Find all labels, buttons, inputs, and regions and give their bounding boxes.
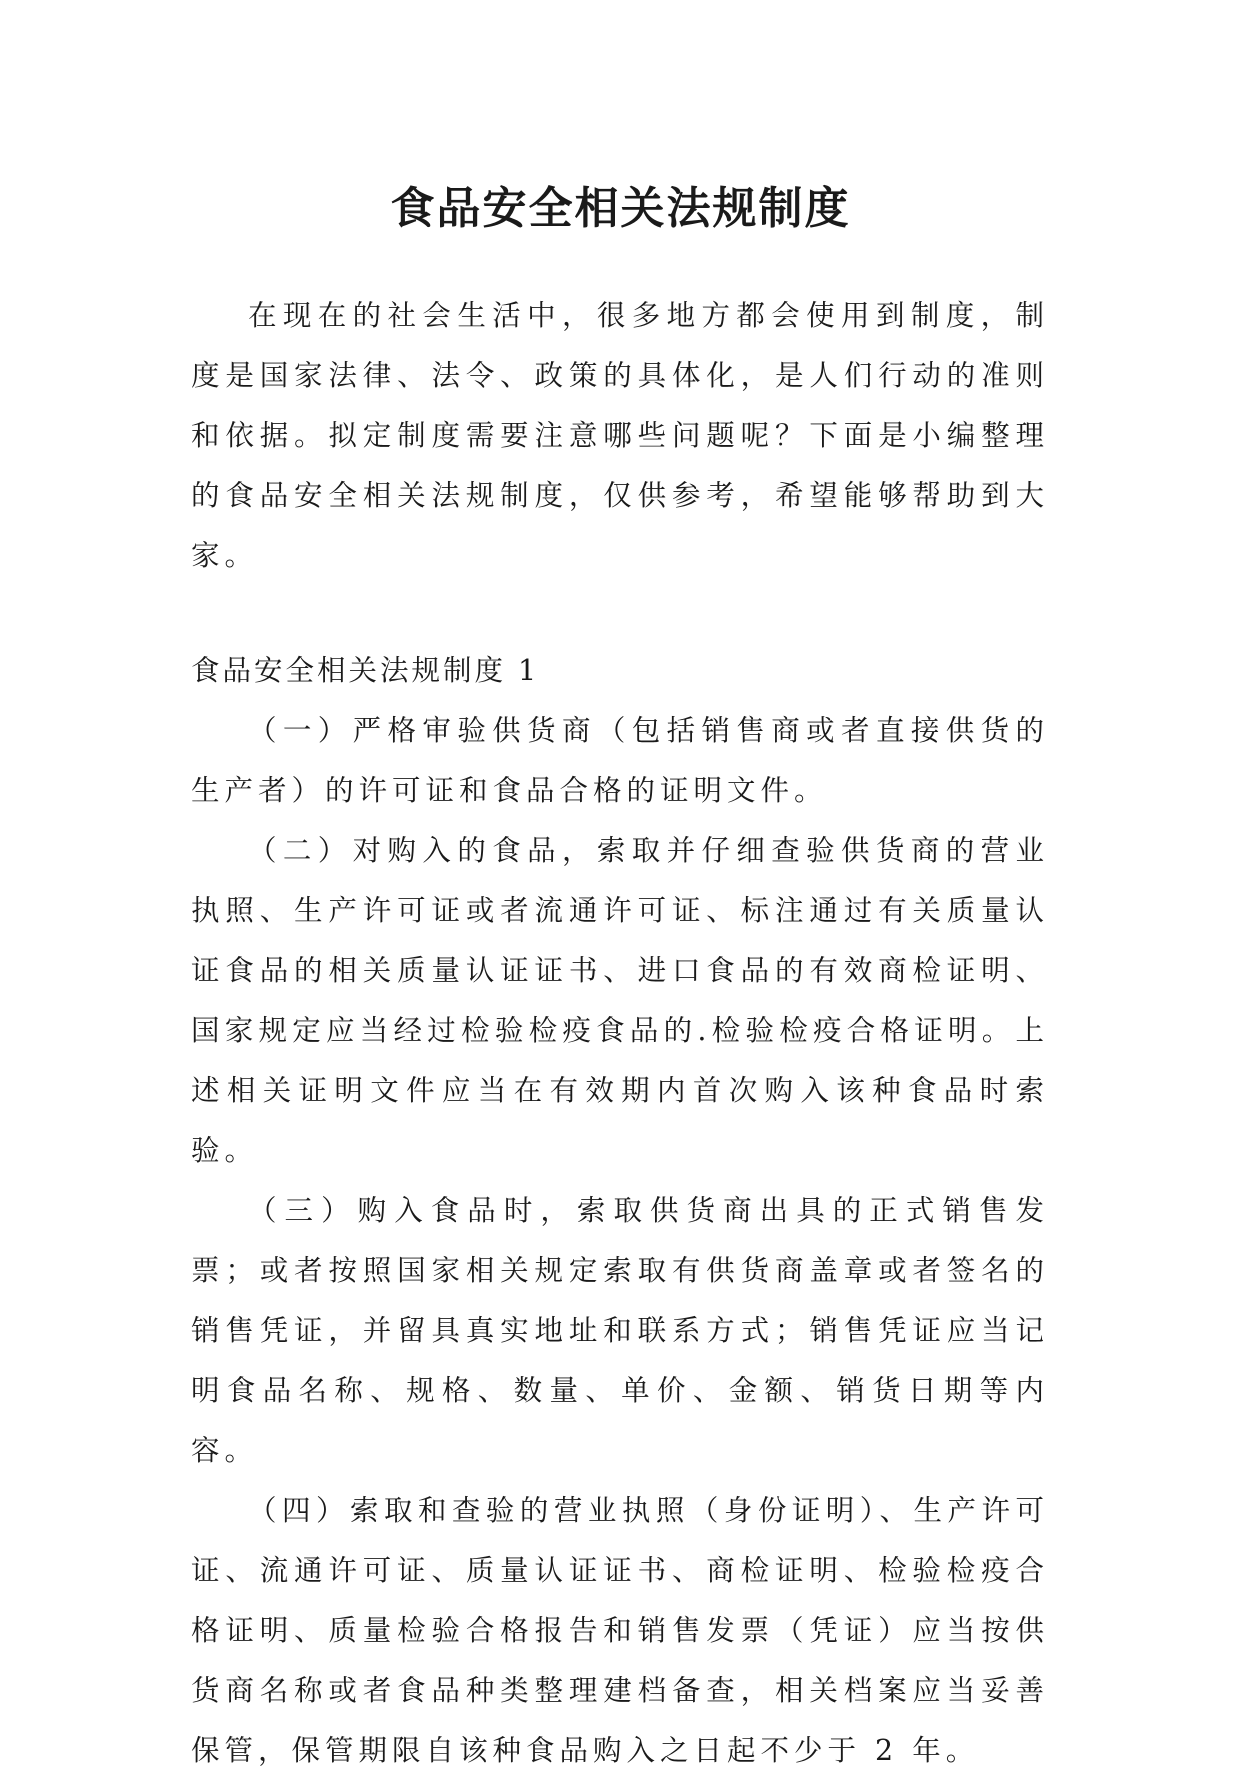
- paragraph-item-2: （二）对购入的食品，索取并仔细查验供货商的营业执照、生产许可证或者流通许可证、标注通过有关质量认证食品的相关质量认证证书、进口食品的有效商检证明、国家规定应当经过检验检疫食品的.检验检疫合格证明。上述相关证明文件应当在有效期内首次购入该种食品时索验。: [191, 834, 1049, 1167]
- document-title: 食品安全相关法规制度: [390, 183, 851, 235]
- intro-paragraph: 在现在的社会生活中，很多地方都会使用到制度，制度是国家法律、法令、政策的具体化，是人们行动的准则和依据。拟定制度需要注意哪些问题呢？下面是小编整理的食品安全相关法规制度，仅供参考，希望能够帮助到大家。: [191, 299, 1049, 572]
- section-heading: 食品安全相关法规制度 1: [191, 654, 540, 687]
- paragraph-item-1: （一）严格审验供货商（包括销售商或者直接供货的生产者）的许可证和食品合格的证明文件。: [191, 714, 1049, 807]
- document-body: [191, 286, 1049, 1781]
- paragraph-item-4: （四）索取和查验的营业执照（身份证明）、生产许可证、流通许可证、质量认证证书、商检证明、检验检疫合格证明、质量检验合格报告和销售发票（凭证）应当按供货商名称或者食品种类整理建档备查，相关档案应当妥善保管，保管期限自该种食品购入之日起不少于 2 年。: [191, 1494, 1049, 1767]
- paragraph-item-3: （三）购入食品时，索取供货商出具的正式销售发票；或者按照国家相关规定索取有供货商盖章或者签名的销售凭证，并留具真实地址和联系方式；销售凭证应当记明食品名称、规格、数量、单价、金额、销货日期等内容。: [191, 1194, 1049, 1467]
